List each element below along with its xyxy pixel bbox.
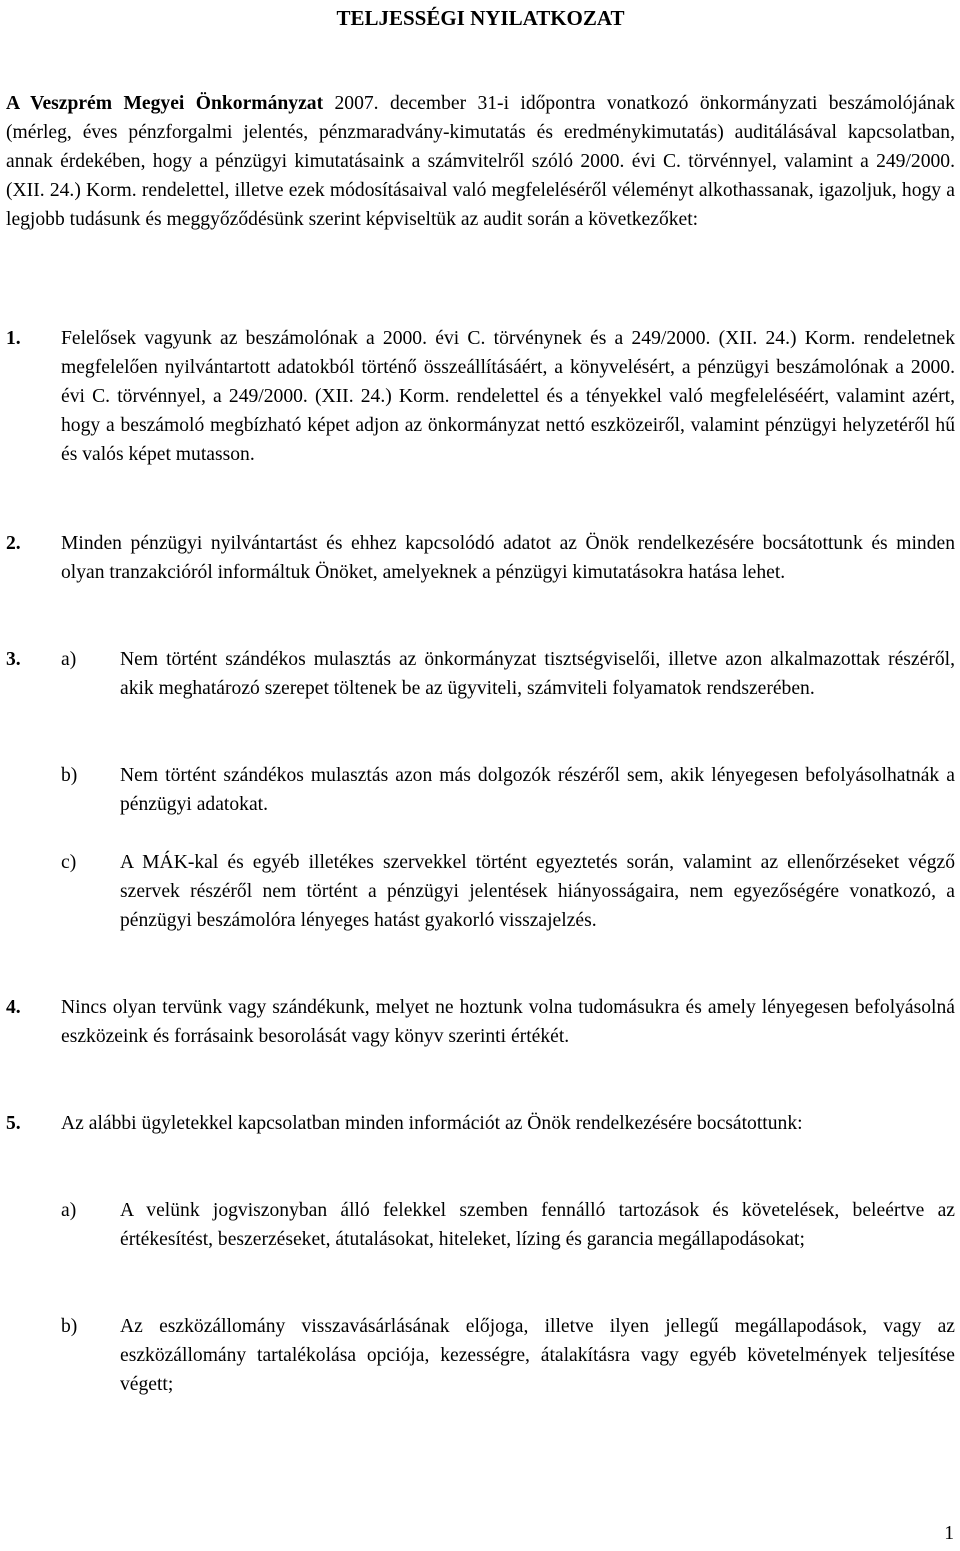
list-item-2 <box>6 529 955 587</box>
sub-item-label: b) <box>61 1316 78 1337</box>
list-item-5 <box>6 1109 955 1138</box>
item-text: Minden pénzügyi nyilvántartást és ehhez kapcsolódó adatot az Önök rendelkezésére bocsátottunk és minden olyan tranzakcióról informáltuk Önöket, amelyeknek a pénzügyi kimutatásokra hatása lehet. <box>61 533 955 583</box>
list-item-4 <box>6 993 955 1051</box>
intro-text: 2007. december 31-i időpontra vonatkozó önkormányzati beszámolójának (mérleg, éves pénzforgalmi jelentés, pénzmaradvány-kimutatás és eredménykimutatás) auditálásával kapcsolatban, annak érdekében, hogy a pénzügyi kimutatásaink a számvitelről szóló 2000. évi C. törvénnyel, valamint a 249/2000. (XII. 24.) Korm. rendelettel, illetve ezek módosításaival való megfeleléséről véleményt alkothassanak, igazoljuk, hogy a legjobb tudásunk és meggyőződésünk szerint képviseltük az audit során a következőket: <box>6 93 955 230</box>
sub-item-3b <box>6 761 955 819</box>
sub-item-text: A MÁK-kal és egyéb illetékes szervekkel történt egyeztetés során, valamint az ellenőrzéseket végző szervek részéről nem történt a pénzügyi jelentések hiányosságaira, nem egyezőségére vonatkozó, a pénzügyi beszámolóra lényeges hatást gyakorló visszajelzés. <box>120 852 955 931</box>
document-page <box>6 0 955 1551</box>
sub-item-3a <box>6 645 955 703</box>
sub-item-label: c) <box>61 852 77 873</box>
sub-item-text: Nem történt szándékos mulasztás azon más dolgozók részéről sem, akik lényegesen befolyásolhatnák a pénzügyi adatokat. <box>120 765 955 815</box>
document-title: TELJESSÉGI NYILATKOZAT <box>336 6 625 30</box>
intro-lead: A Veszprém Megyei Önkormányzat <box>6 93 324 114</box>
item-number: 3. <box>6 649 21 670</box>
list-item-1 <box>6 324 955 469</box>
sub-item-3c <box>6 848 955 935</box>
sub-item-label: a) <box>61 649 77 670</box>
item-number: 1. <box>6 328 21 349</box>
page-number: 1 <box>944 1523 954 1544</box>
intro-paragraph <box>6 89 955 234</box>
item-text: Felelősek vagyunk az beszámolónak a 2000. évi C. törvénynek és a 249/2000. (XII. 24.) Korm. rendeletnek megfelelően nyilvántartott adatokból történő összeállításáért, a könyvelésért, a pénzügyi beszámolónak a 2000. évi C. törvénnyel, a 249/2000. (XII. 24.) Korm. rendelettel és a tényekkel való megfeleléséért, valamint azért, hogy a beszámoló megbízható képet adjon az önkormányzat nettó eszközeiről, valamint pénzügyi helyzetéről hű és valós képet mutasson. <box>61 328 955 465</box>
item-number: 2. <box>6 533 21 554</box>
item-text: Nincs olyan tervünk vagy szándékunk, melyet ne hoztunk volna tudomásukra és amely lényegesen befolyásolná eszközeink és forrásaink besorolását vagy könyv szerinti értékét. <box>61 997 955 1047</box>
sub-item-text: A velünk jogviszonyban álló felekkel szemben fennálló tartozások és követelések, beleértve az értékesítést, beszerzéseket, átutalásokat, hiteleket, lízing és garancia megállapodásokat; <box>120 1200 955 1250</box>
item-number: 4. <box>6 997 21 1018</box>
sub-item-text: Nem történt szándékos mulasztás az önkormányzat tisztségviselői, illetve azon alkalmazottak részéről, akik meghatározó szerepet töltenek be az ügyviteli, számviteli folyamatok rendszerében. <box>120 649 955 699</box>
sub-item-text: Az eszközállomány visszavásárlásának előjoga, illetve ilyen jellegű megállapodások, vagy az eszközállomány tartalékolása opciója, kezességre, átalakításra vagy egyéb követelmények teljesítése végett; <box>120 1316 955 1395</box>
sub-item-label: a) <box>61 1200 77 1221</box>
item-number: 5. <box>6 1113 21 1134</box>
item-text: Az alábbi ügyletekkel kapcsolatban minden információt az Önök rendelkezésére bocsátottunk: <box>61 1113 803 1134</box>
sub-item-5a <box>6 1196 955 1254</box>
sub-item-5b <box>6 1312 955 1399</box>
sub-item-label: b) <box>61 765 78 786</box>
